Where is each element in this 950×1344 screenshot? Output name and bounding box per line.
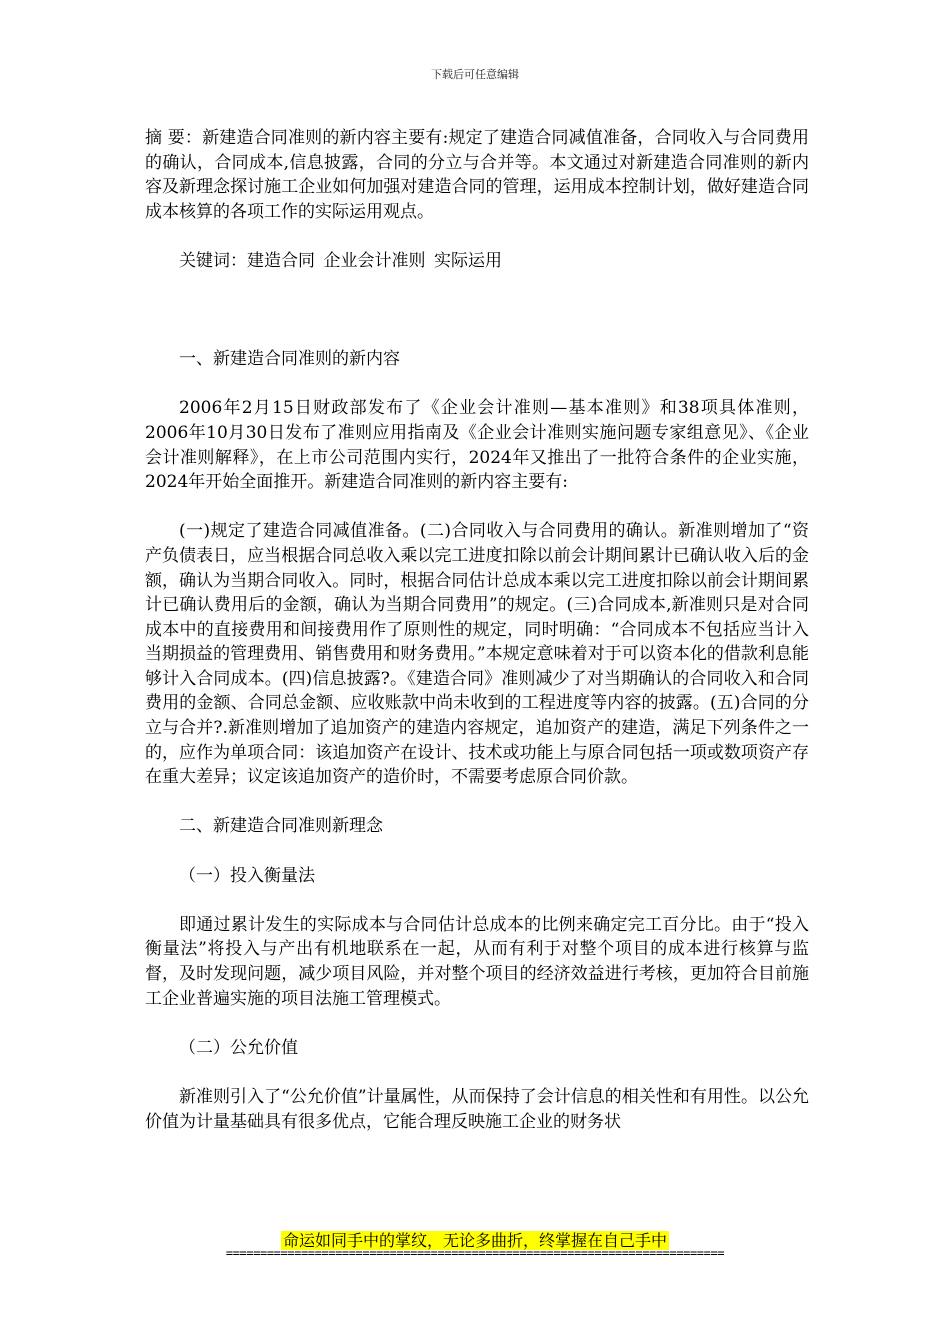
keywords-line <box>145 249 809 274</box>
keyword-term: 企业会计准则 <box>323 250 426 271</box>
blank-spacer <box>145 298 809 347</box>
footer-rule: ========================================================================= <box>225 1246 725 1260</box>
body-paragraph: (一)规定了建造合同减值准备。(二)合同收入与合同费用的确认。新准则增加了“资产负债表日，应当根据合同总收入乘以完工进度扣除以前会计期间累计已确认收入后的金额，确认为当期合同收入。同时，根据合同估计总成本乘以完工进度扣除以前会计期间累计已确认费用后的金额，确认为当期合同费用”的规定。(三)合同成本,新准则只是对合同成本中的直接费用和间接费用作了原则性的规定，同时明确：“合同成本不包括应当计入当期损益的管理费用、销售费用和财务费用。”本规定意味着对于可以资本化的借款利息能够计入合同成本。(四)信息披露?。《建造合同》准则减少了对当期确认的合同收入和合同费用的金额、合同总金额、应收账款中尚未收到的工程进度等内容的披露。(五)合同的分立与合并?.新准则增加了追加资产的建造内容规定，追加资产的建造，满足下列条件之一的，应作为单项合同：该追加资产在设计、技术或功能上与原合同包括一项或数项资产存在重大差异；议定该追加资产的造价时，不需要考虑原合同价款。 <box>145 521 809 788</box>
body-paragraph: 即通过累计发生的实际成本与合同估计总成本的比例来确定完工百分比。由于“投入衡量法”将投入与产出有机地联系在一起，从而有利于对整个项目的成本进行核算与监督，及时发现问题，减少项目风险，并对整个项目的经济效益进行考核，更加符合目前施工企业普遍实施的项目法施工管理模式。 <box>145 914 809 1009</box>
subsection-heading: （一）投入衡量法 <box>179 865 315 886</box>
page-header: 下载后可任意编辑 <box>431 68 519 81</box>
highlighted-motto-text: 命运如同手中的掌纹，无论多曲折，终掌握在自己手中 <box>282 1231 667 1250</box>
section-heading: 二、新建造合同准则新理念 <box>179 816 383 837</box>
document-body <box>145 126 809 1159</box>
keyword-term: 实际运用 <box>434 250 502 271</box>
subsection-heading: （二）公允价值 <box>179 1037 298 1058</box>
keywords-label: 关键词： <box>179 250 247 271</box>
section-heading: 一、新建造合同准则的新内容 <box>179 349 400 370</box>
body-paragraph: 新准则引入了“公允价值”计量属性，从而保持了会计信息的相关性和有用性。以公允价值为计量基础具有很多优点，它能合理反映施工企业的财务状 <box>145 1086 809 1132</box>
keyword-term: 建造合同 <box>247 250 315 271</box>
abstract-paragraph: 摘 要：新建造合同准则的新内容主要有:规定了建造合同减值准备，合同收入与合同费用的确认，合同成本,信息披露，合同的分立与合并等。本文通过对新建造合同准则的新内容及新理念探讨施工企业如何加强对建造合同的管理，运用成本控制计划，做好建造合同成本核算的各项工作的实际运用观点。 <box>145 128 809 222</box>
body-paragraph: 2006年2月15日财政部发布了《企业会计准则—基本准则》和38项具体准则，2006年10月30日发布了准则应用指南及《企业会计准则实施问题专家组意见》、《企业会计准则解释》，在上市公司范围内实行，2024年又推出了一批符合条件的企业实施，2024年开始全面推开。新建造合同准则的新内容主要有: <box>145 398 809 493</box>
